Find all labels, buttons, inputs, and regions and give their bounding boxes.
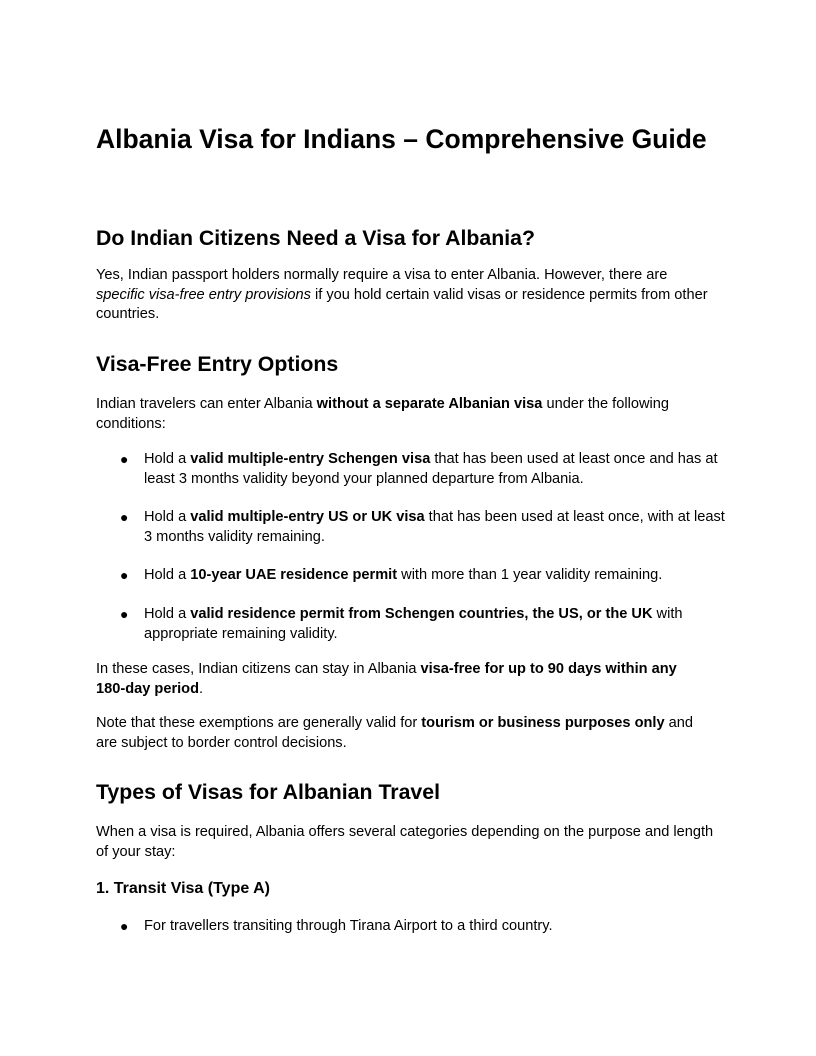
heading-visa-free: Visa-Free Entry Options: [96, 352, 339, 376]
list-item: ● For travellers transiting through Tirana Airport to a third country.: [144, 917, 726, 937]
heading-visa-types: Types of Visas for Albanian Travel: [96, 780, 441, 804]
paragraph-need-visa: Yes, Indian passport holders normally require a visa to enter Albania. However, there are specific visa-free entry provisions if you hold certain valid visas or residence permits from other countries.: [96, 267, 708, 323]
list-item: ● Hold a valid residence permit from Schengen countries, the US, or the UK with appropriate remaining validity.: [120, 606, 683, 642]
heading-need-visa: Do Indian Citizens Need a Visa for Albania?: [96, 226, 536, 250]
heading-transit-visa: 1. Transit Visa (Type A): [96, 880, 270, 897]
page-title: Albania Visa for Indians – Comprehensive Guide: [96, 124, 707, 154]
list-item: ● Hold a valid multiple-entry Schengen visa that has been used at least once and has at least 3 months validity beyond your planned departure from Albania.: [120, 451, 718, 487]
list-item: ● Hold a valid multiple-entry US or UK visa that has been used at least once, with at least 3 months validity remaining.: [120, 509, 725, 545]
paragraph-visa-types-intro: When a visa is required, Albania offers several categories depending on the purpose and length of your stay:: [96, 824, 714, 860]
paragraph-visa-free-intro: Indian travelers can enter Albania without a separate Albanian visa under the following conditions:: [96, 396, 669, 432]
bullet-icon: ●: [120, 918, 129, 934]
bullet-icon: ●: [120, 509, 129, 525]
bullet-icon: ●: [120, 567, 129, 583]
list-item: ● Hold a 10-year UAE residence permit with more than 1 year validity remaining.: [144, 566, 726, 586]
bullet-icon: ●: [120, 451, 129, 467]
paragraph-stay-duration: In these cases, Indian citizens can stay in Albania visa-free for up to 90 days within any 180-day period.: [96, 661, 677, 697]
paragraph-exemption-note: Note that these exemptions are generally valid for tourism or business purposes only and are subject to border control decisions.: [96, 715, 693, 751]
bullet-icon: ●: [120, 606, 129, 622]
